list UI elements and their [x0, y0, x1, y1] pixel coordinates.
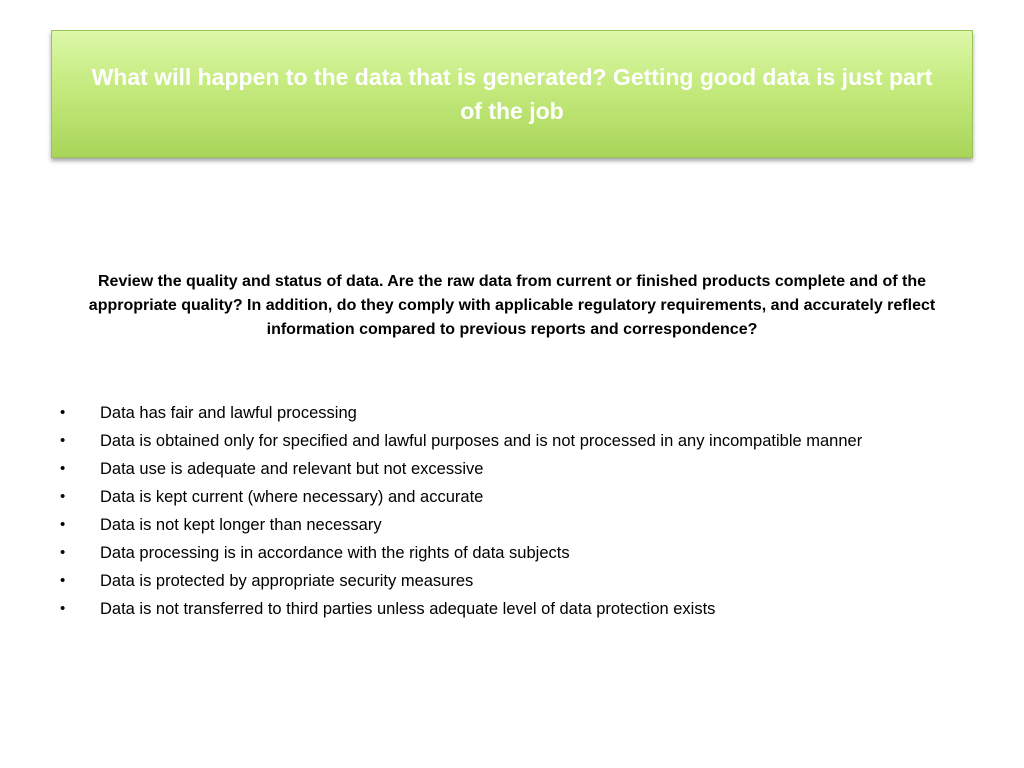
bullet-text: Data processing is in accordance with the rights of data subjects: [100, 544, 570, 562]
bullet-item: [60, 399, 990, 427]
bullet-icon: •: [60, 516, 66, 533]
bullet-text: Data is kept current (where necessary) and accurate: [100, 488, 484, 506]
slide-title: What will happen to the data that is generated? Getting good data is just part of the job: [91, 64, 933, 124]
bullet-icon: •: [60, 404, 66, 421]
title-banner: [51, 30, 973, 158]
bullet-item: [60, 511, 990, 539]
bullet-icon: •: [60, 460, 66, 477]
bullet-text: Data has fair and lawful processing: [100, 404, 357, 422]
bullet-icon: •: [60, 544, 66, 561]
bullet-icon: •: [60, 600, 66, 617]
bullet-icon: •: [60, 572, 66, 589]
bullet-list: [60, 399, 990, 623]
bullet-icon: •: [60, 432, 66, 449]
bullet-item: [60, 427, 990, 455]
bullet-text: Data is not kept longer than necessary: [100, 516, 382, 534]
intro-paragraph: Review the quality and status of data. Are the raw data from current or finished products complete and of the appropriate quality? In addition, do they comply with applicable regulatory requirements, and accurately reflect information compared to previous reports and correspondence?: [88, 273, 936, 338]
bullet-item: [60, 483, 990, 511]
bullet-text: Data is not transferred to third parties unless adequate level of data protection exists: [100, 600, 716, 618]
bullet-text: Data is obtained only for specified and lawful purposes and is not processed in any incompatible manner: [100, 432, 863, 450]
bullet-item: [60, 455, 990, 483]
bullet-item: [60, 539, 990, 567]
bullet-icon: •: [60, 488, 66, 505]
bullet-item: [60, 567, 990, 595]
bullet-item: [60, 595, 990, 623]
bullet-text: Data is protected by appropriate security measures: [100, 572, 474, 590]
bullet-text: Data use is adequate and relevant but not excessive: [100, 460, 484, 478]
